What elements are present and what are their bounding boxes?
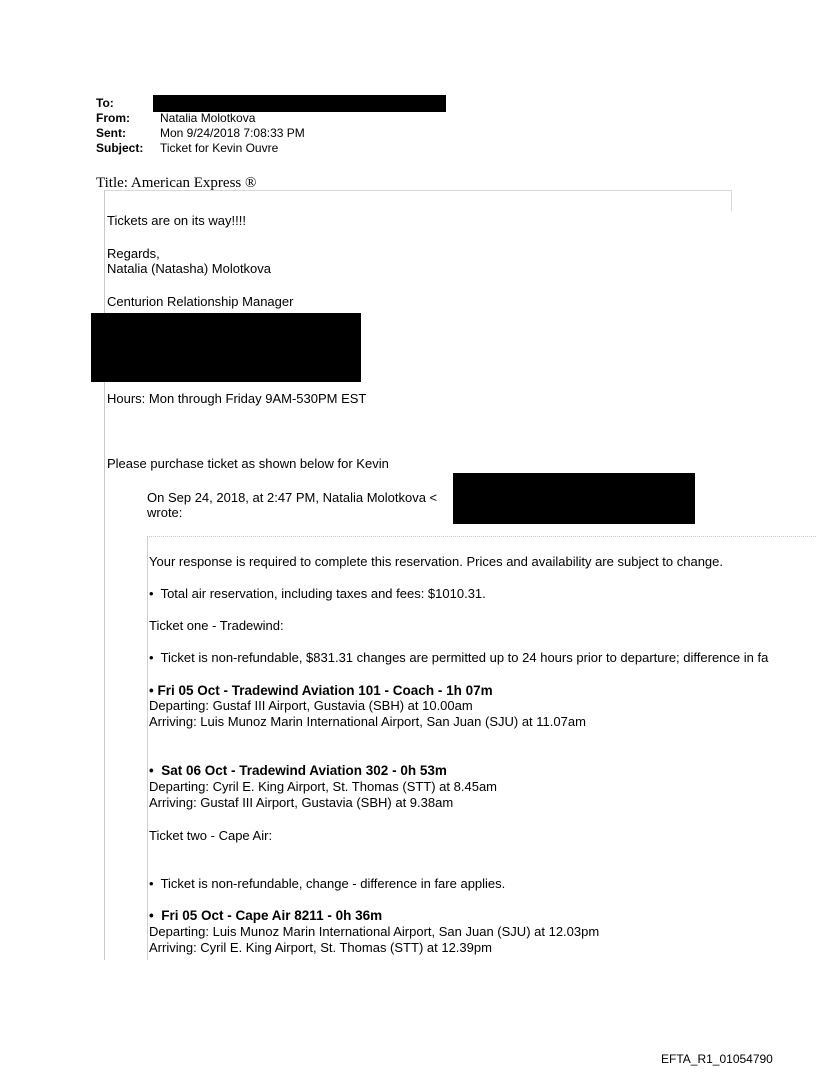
ticket-one-terms-text: Ticket is non-refundable, $831.31 changes are permitted up to 24 hours prior to departure; difference in fa [160, 650, 769, 665]
signature-role: Centurion Relationship Manager [107, 294, 294, 309]
bullet: • [149, 876, 154, 891]
ticket-two-heading: Ticket two - Cape Air: [149, 828, 273, 843]
bullet: • [149, 908, 154, 923]
bullet: • [149, 683, 154, 698]
purchase-line: Please purchase ticket as shown below for Kevin [107, 456, 389, 471]
flight2-title: Sat 06 Oct - Tradewind Aviation 302 - 0h 53m [161, 763, 447, 778]
title-line: Title: American Express ® [96, 175, 257, 191]
quote-intro: On Sep 24, 2018, at 2:47 PM, Natalia Molotkova < [147, 490, 438, 505]
message-box-left-border [104, 190, 105, 960]
response-required-line: Your response is required to complete this reservation. Prices and availability are subject to change. [149, 554, 723, 569]
redaction-email-address [453, 473, 695, 524]
sent-value: Mon 9/24/2018 7:08:33 PM [160, 126, 305, 140]
message-box-top-border [104, 190, 731, 191]
ticket-two-terms-line [149, 876, 505, 892]
flight1-title: Fri 05 Oct - Tradewind Aviation 101 - Coach - 1h 07m [157, 683, 493, 698]
flight1-title-line [149, 683, 493, 699]
redaction-to [153, 95, 446, 112]
flight3-title: Fri 05 Oct - Cape Air 8211 - 0h 36m [161, 908, 383, 923]
flight1-arrive: Arriving: Luis Munoz Marin International Airport, San Juan (SJU) at 11.07am [149, 714, 586, 729]
bullet: • [149, 763, 154, 778]
body-regards: Regards, [107, 246, 160, 261]
from-value: Natalia Molotkova [160, 111, 256, 125]
subject-label: Subject: [96, 141, 144, 155]
ticket-two-terms-text: Ticket is non-refundable, change - difference in fare applies. [160, 876, 506, 891]
document-id: EFTA_R1_01054790 [661, 1052, 773, 1066]
to-label: To: [96, 96, 114, 110]
ticket-one-terms-line [149, 650, 768, 666]
quote-top-border [147, 536, 816, 537]
flight2-depart: Departing: Cyril E. King Airport, St. Thomas (STT) at 8.45am [149, 779, 497, 794]
subject-value: Ticket for Kevin Ouvre [160, 141, 279, 155]
redaction-signature-block [91, 313, 361, 382]
bullet: • [149, 586, 154, 601]
message-box-right-border [731, 190, 732, 211]
quote-wrote: wrote: [147, 505, 183, 520]
flight3-title-line [149, 908, 382, 924]
ticket-one-heading: Ticket one - Tradewind: [149, 618, 284, 633]
bullet: • [149, 650, 154, 665]
flight3-arrive: Arriving: Cyril E. King Airport, St. Thomas (STT) at 12.39pm [149, 940, 492, 955]
body-line-tickets: Tickets are on its way!!!! [107, 213, 246, 228]
from-label: From: [96, 111, 130, 125]
flight2-title-line [149, 763, 447, 779]
flight3-depart: Departing: Luis Munoz Marin International Airport, San Juan (SJU) at 12.03pm [149, 924, 600, 939]
flight2-arrive: Arriving: Gustaf III Airport, Gustavia (SBH) at 9.38am [149, 795, 454, 810]
hours-line: Hours: Mon through Friday 9AM-530PM EST [107, 391, 367, 406]
total-reservation-line [149, 586, 486, 602]
quote-left-border [147, 536, 148, 960]
flight1-depart: Departing: Gustaf III Airport, Gustavia (SBH) at 10.00am [149, 698, 473, 713]
total-reservation-text: Total air reservation, including taxes and fees: $1010.31. [160, 586, 486, 601]
signature-name: Natalia (Natasha) Molotkova [107, 261, 272, 276]
sent-label: Sent: [96, 126, 126, 140]
